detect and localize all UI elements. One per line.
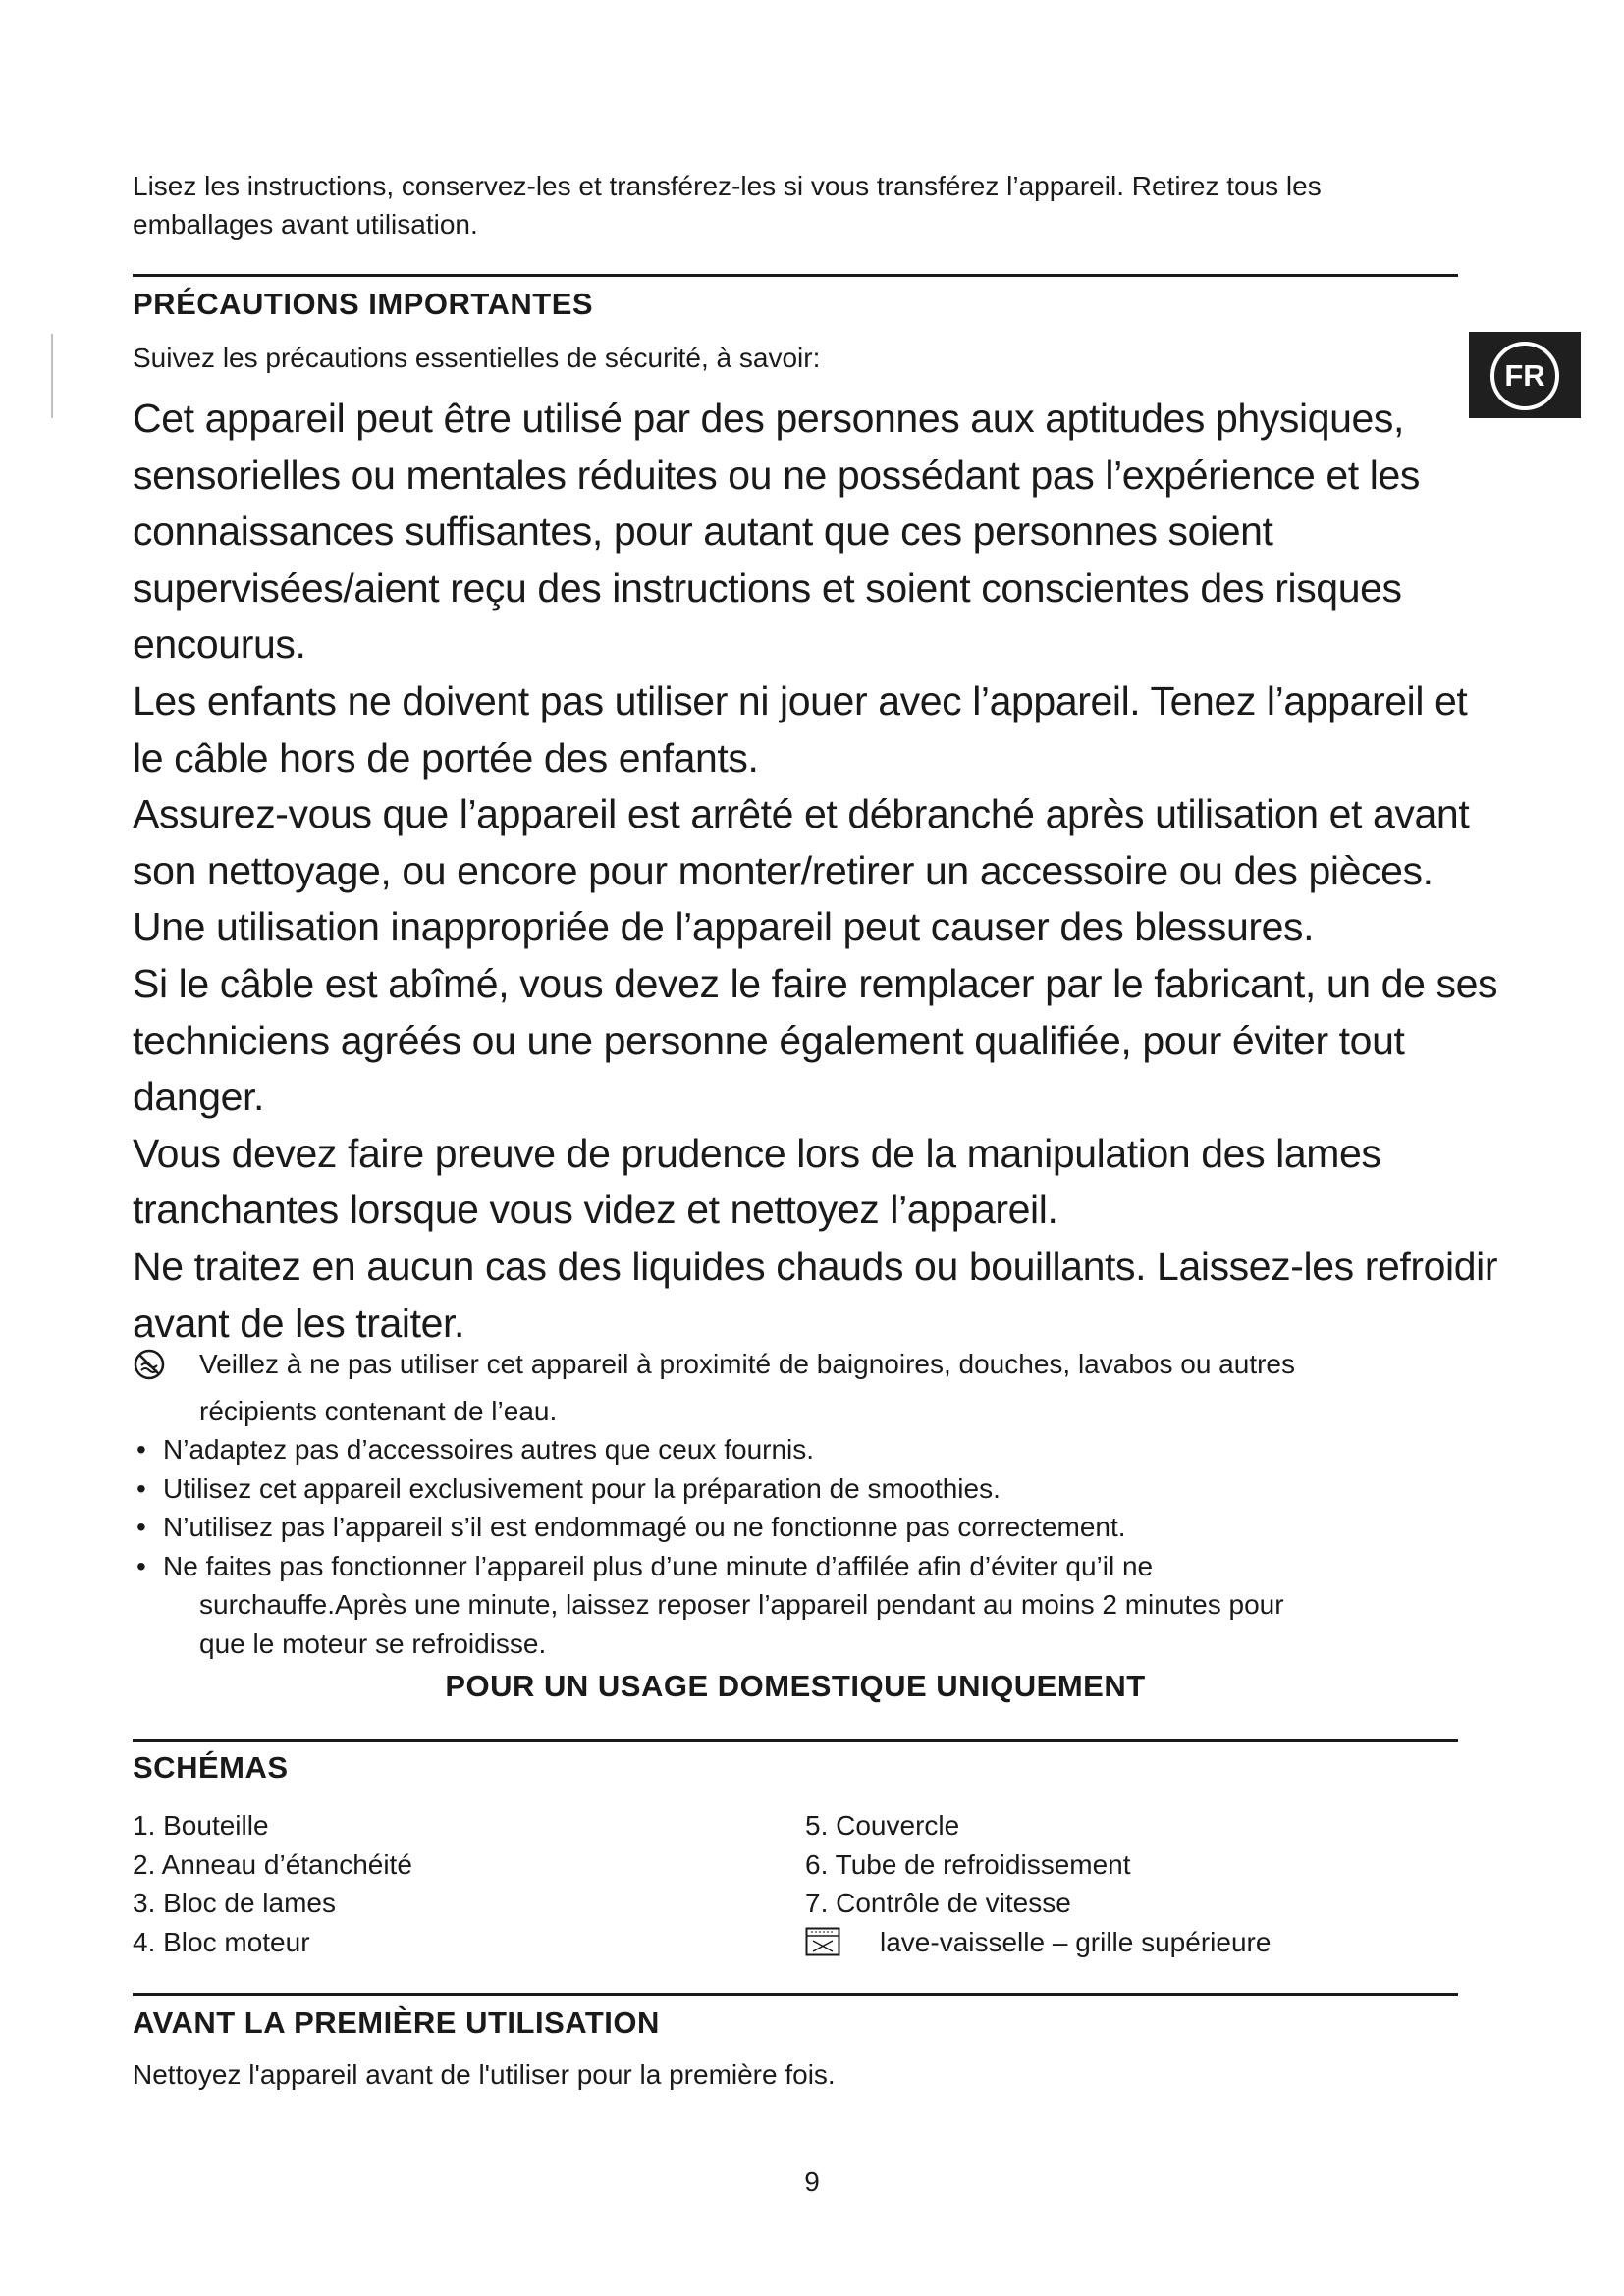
precautions-heading: PRÉCAUTIONS IMPORTANTES (133, 287, 594, 321)
schemas-list-left (133, 1806, 412, 1961)
list-item-continuation: surchauffe.Après une minute, laissez reposer l’appareil pendant au moins 2 minutes pour (199, 1589, 1284, 1620)
precaution-paragraph: Les enfants ne doivent pas utiliser ni jouer avec l’appareil. Tenez l’appareil et le câble hors de portée des enfants. (133, 677, 1468, 780)
list-item-text: Veillez à ne pas utiliser cet appareil à proximité de baignoires, douches, lavabos ou autres (199, 1349, 1295, 1379)
section-divider (133, 1739, 1458, 1742)
precautions-subtitle: Suivez les précautions essentielles de sécurité, à savoir: (133, 343, 821, 373)
list-item (133, 1430, 1468, 1469)
schema-item: 4. Bloc moteur (133, 1926, 310, 1957)
bullet-marker: • (136, 1550, 146, 1581)
precautions-large-text (133, 391, 1507, 1352)
precaution-paragraph: Ne traitez en aucun cas des liquides chauds ou bouillants. Laissez-les refroidir avant de les traiter. (133, 1243, 1498, 1346)
schemas-list-right (805, 1806, 1271, 1961)
language-tab-label: FR (1490, 342, 1559, 410)
schema-item: 7. Contrôle de vitesse (805, 1888, 1071, 1918)
bullet-marker: • (136, 1512, 146, 1542)
list-item-continuation: que le moteur se refroidisse. (199, 1628, 547, 1659)
list-item-text: N’adaptez pas d’accessoires autres que ceux fournis. (163, 1434, 815, 1465)
schema-item: 2. Anneau d’étanchéité (133, 1848, 412, 1880)
schema-item: 3. Bloc de lames (133, 1888, 336, 1918)
precaution-paragraph: Cet appareil peut être utilisé par des personnes aux aptitudes physiques, sensorielles ou mentales réduites ou ne possédant pas l’expérience et les connaissances suffisantes, pour autant que ces personnes soient supervisées/aient reçu des instructions et soient conscientes des risques encourus. (133, 396, 1420, 667)
list-item-text: N’utilisez pas l’appareil s’il est endommagé ou ne fonctionne pas correctement. (163, 1512, 1126, 1542)
section-divider (133, 1993, 1458, 1996)
no-water-icon (133, 1348, 166, 1381)
schema-item: 6. Tube de refroidissement (805, 1848, 1131, 1880)
dishwasher-label: lave-vaisselle – grille supérieure (880, 1926, 1272, 1957)
avant-heading: AVANT LA PREMIÈRE UTILISATION (133, 2005, 660, 2040)
precaution-paragraph: Si le câble est abîmé, vous devez le faire remplacer par le fabricant, un de ses techniciens agréés ou une personne également qualifiée, pour éviter tout danger. (133, 960, 1498, 1120)
dishwasher-row (805, 1923, 1271, 1962)
list-item-text: Utilisez cet appareil exclusivement pour la préparation de smoothies. (163, 1472, 1001, 1504)
page-number: 9 (804, 2166, 820, 2197)
dishwasher-icon (805, 1927, 840, 1956)
list-item (133, 1469, 1468, 1509)
section-divider (133, 274, 1458, 277)
list-item (133, 1345, 1468, 1392)
precautions-list (133, 1345, 1468, 1663)
bullet-marker: • (136, 1472, 146, 1504)
domestic-use-notice: POUR UN USAGE DOMESTIQUE UNIQUEMENT (445, 1669, 1146, 1703)
list-item-text: Ne faites pas fonctionner l’appareil plus d’une minute d’affilée afin d’éviter qu’il ne (163, 1550, 1154, 1581)
precaution-paragraph: Assurez-vous que l’appareil est arrêté et débranché après utilisation et avant son nettoyage, ou encore pour monter/retirer un accessoire ou des pièces. (133, 791, 1470, 893)
list-item (133, 1508, 1468, 1547)
list-item-continuation: récipients contenant de l’eau. (199, 1395, 558, 1426)
intro-text: Lisez les instructions, conservez-les et transférez-les si vous transférez l’appareil. Retirez tous les emballages avant utilisation. (133, 171, 1322, 240)
margin-mark (51, 334, 53, 418)
precaution-paragraph: Une utilisation inappropriée de l’appareil peut causer des blessures. (133, 904, 1315, 950)
list-item (133, 1547, 1468, 1586)
schema-item: 1. Bouteille (133, 1810, 269, 1841)
precaution-paragraph: Vous devez faire preuve de prudence lors de la manipulation des lames tranchantes lorsque vous videz et nettoyez l’appareil. (133, 1130, 1381, 1233)
schemas-heading: SCHÉMAS (133, 1750, 289, 1785)
avant-text: Nettoyez l'appareil avant de l'utiliser pour la première fois. (133, 2059, 836, 2090)
schema-item: 5. Couvercle (805, 1810, 960, 1841)
bullet-marker: • (136, 1434, 146, 1465)
